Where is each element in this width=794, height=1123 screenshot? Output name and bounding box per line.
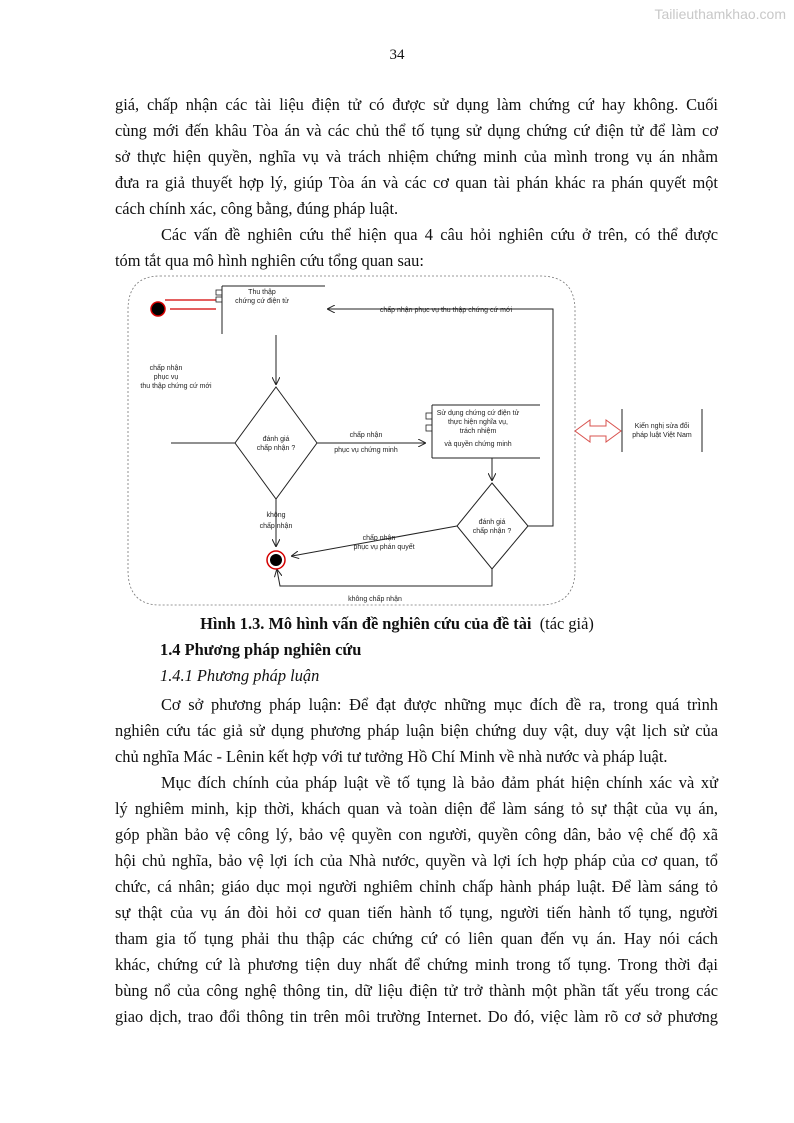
start-node (151, 302, 165, 316)
use-label-3: trách nhiệm (459, 428, 497, 435)
text-line: Cơ sở phương pháp luận: Để đạt được những mục đích đề ra, trong quá trình (161, 695, 718, 714)
accept-new-label-3: thu thập chứng cứ mới (140, 383, 212, 390)
text-line: sở thực hiện quyền, nghĩa vụ và trách nhiệm chứng minh của mình trong vụ án nhằm (115, 147, 718, 166)
loop-top-label: chấp nhận phục vụ thu thập chứng cứ mới (379, 307, 513, 314)
use-label-1: Sử dụng chứng cứ điện tử (436, 410, 520, 417)
collect-evidence-node (216, 286, 325, 334)
decision2-label-1: đánh giá (478, 519, 506, 526)
watermark: Tailieuthamkhao.com (654, 6, 786, 22)
use-label-2: thực hiện nghĩa vụ, (448, 419, 508, 426)
text-line: nghiên cứu tác giả sử dụng phương pháp luận biện chứng duy vật, duy vật lịch sử của (115, 721, 718, 740)
decision1-label-1: đánh giá (262, 436, 290, 443)
use-label-4: và quyền chứng minh (444, 441, 512, 448)
text-line: lý nghiêm minh, kịp thời, khách quan và toàn diện để làm sáng tỏ sự thật của vụ án, (115, 799, 718, 818)
text-line: góp phần bảo vệ công lý, bảo vệ quyền con người, quyền công dân, bảo vệ chế độ xã (115, 825, 718, 844)
use-evidence-node (426, 405, 540, 458)
collect-label-2: chứng cứ điện tử (235, 298, 289, 305)
text-line: chủ nghĩa Mác - Lênin kết hợp với tư tưởng Hồ Chí Minh về nhà nước và pháp luật. (115, 747, 668, 766)
text-line: bùng nổ của công nghệ thông tin, dữ liệu điện tử trở thành một phần tất yếu trong các (115, 981, 718, 1000)
not-accept-1-label-1: không (266, 512, 286, 519)
text-line: đưa ra giả thuyết hợp lý, giúp Tòa án và các cơ quan tài phán khác ra phán quyết một (115, 173, 718, 192)
text-line: khác, chứng cứ là phương tiện duy nhất để chứng minh trong tố tụng. Trong thời đại (115, 955, 718, 974)
decision-node-1 (235, 387, 317, 499)
recommendation-label-1: Kiến nghị sửa đổi (634, 423, 690, 430)
subsection-heading: 1.4.1 Phương pháp luận (160, 666, 320, 685)
caption-title: Hình 1.3. Mô hình vấn đề nghiên cứu của đề tài (200, 614, 532, 633)
collect-label-1: Thu thập (248, 289, 276, 296)
recommendation-node (622, 409, 702, 452)
not-accept-2-label: không chấp nhận (348, 596, 402, 603)
text-line: tham gia tố tụng phải thu thập các chứng cứ có liên quan đến vụ án. Hay nói cách (115, 929, 718, 948)
accept-judgment-label-1: chấp nhận (362, 535, 396, 542)
text-line: giá, chấp nhận các tài liệu điện tử có được sử dụng làm chứng cứ hay không. Cuối (115, 95, 718, 114)
accept-judgment-label-2: phục vụ phán quyết (353, 544, 415, 551)
decision2-label-2: chấp nhận ? (472, 528, 512, 535)
text-line: chức, cá nhân; giáo dục mọi người nghiêm chỉnh chấp hành pháp luật. Để làm sáng tỏ (115, 877, 718, 896)
caption-author: (tác giả) (539, 614, 594, 633)
section-heading: 1.4 Phương pháp nghiên cứu (160, 640, 362, 659)
decision1-label-2: chấp nhận ? (256, 445, 296, 452)
text-line: sự thật của vụ án đòi hỏi cơ quan tiến hành tố tụng, người tiến hành tố tụng, người (115, 903, 718, 922)
accept-new-label-2: phục vụ (153, 374, 179, 381)
methodology-paragraph (115, 692, 718, 770)
text-line: cách chính xác, công bằng, đúng pháp luật. (115, 199, 399, 218)
text-line: tóm tắt qua mô hình nghiên cứu tổng quan sau: (115, 251, 424, 270)
purpose-paragraph (115, 770, 718, 1030)
decision-node-2 (457, 483, 528, 569)
text-line: hội chủ nghĩa, bảo vệ lợi ích của Nhà nước, quyền và lợi ích hợp pháp của cơ quan, tổ (115, 851, 718, 870)
figure-caption (0, 614, 794, 634)
accept-proof-label-2: phục vụ chứng minh (334, 447, 398, 454)
text-line: Mục đích chính của pháp luật về tố tụng là bảo đảm phát hiện chính xác và xử (161, 773, 718, 792)
text-line: cùng mới đến khâu Tòa án và các chủ thể tố tụng sử dụng chứng cứ điện tử để làm cơ (115, 121, 718, 140)
recommendation-label-2: pháp luật Việt Nam (632, 432, 692, 439)
text-line: Các vấn đề nghiên cứu thể hiện qua 4 câu hỏi nghiên cứu ở trên, có thể được (161, 225, 718, 244)
accept-proof-label-1: chấp nhận (349, 432, 383, 439)
text-line: giao dịch, trao đổi thông tin trên môi trường Internet. Do đó, việc làm rõ cơ sở phương (115, 1007, 718, 1026)
accept-new-label-1: chấp nhận (149, 365, 183, 372)
bidirectional-arrow-icon (575, 420, 621, 442)
page-number: 34 (389, 47, 405, 63)
not-accept-1-label-2: chấp nhận (259, 523, 293, 530)
